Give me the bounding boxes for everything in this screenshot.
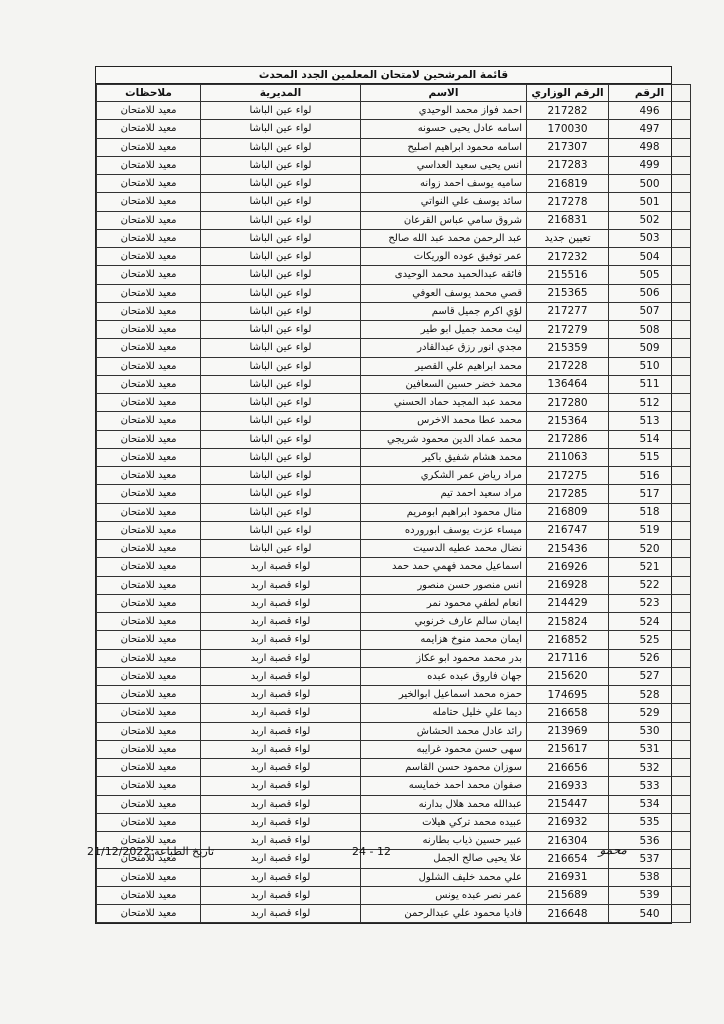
row-directorate: لواء قصبة اربد xyxy=(201,850,361,868)
table-row xyxy=(97,102,691,120)
row-name: سائد يوسف علي النواتي xyxy=(361,193,527,211)
signature: ﻣﺤﻤﻮ xyxy=(598,843,629,857)
row-num: 500 xyxy=(609,175,691,193)
row-name: اسماعيل محمد فهمي حمد حمد xyxy=(361,558,527,576)
row-name: حمزه محمد اسماعيل ابوالخير xyxy=(361,686,527,704)
row-name: ايمان محمد منوخ هزايمه xyxy=(361,631,527,649)
row-num: 528 xyxy=(609,686,691,704)
row-num: 533 xyxy=(609,777,691,795)
row-num: 512 xyxy=(609,394,691,412)
table-row xyxy=(97,795,691,813)
row-ministry-id: 217285 xyxy=(527,485,609,503)
row-name: بدر محمد محمود ابو عكاز xyxy=(361,649,527,667)
row-name: صفوان محمد احمد خمايسه xyxy=(361,777,527,795)
row-directorate: لواء عين الباشا xyxy=(201,193,361,211)
table-row xyxy=(97,211,691,229)
table-row xyxy=(97,540,691,558)
page-number: 24 - 12 xyxy=(352,845,391,858)
row-name: مراد رياض عمر الشكري xyxy=(361,467,527,485)
row-num: 517 xyxy=(609,485,691,503)
row-ministry-id: 136464 xyxy=(527,375,609,393)
row-ministry-id: 217280 xyxy=(527,394,609,412)
row-directorate: لواء قصبة اربد xyxy=(201,613,361,631)
row-ministry-id: 216926 xyxy=(527,558,609,576)
row-notes: معيد للامتحان xyxy=(97,868,201,886)
row-ministry-id: 170030 xyxy=(527,120,609,138)
row-name: رائد عادل محمد الحشاش xyxy=(361,722,527,740)
row-ministry-id: 215447 xyxy=(527,795,609,813)
row-name: سهى حسن محمود غرايبه xyxy=(361,740,527,758)
table-row xyxy=(97,704,691,722)
row-directorate: لواء عين الباشا xyxy=(201,175,361,193)
row-ministry-id: 215516 xyxy=(527,266,609,284)
row-num: 520 xyxy=(609,540,691,558)
table-row xyxy=(97,631,691,649)
table-row xyxy=(97,448,691,466)
row-ministry-id: 215617 xyxy=(527,740,609,758)
row-name: عبيده محمد تركي هيلات xyxy=(361,813,527,831)
row-num: 509 xyxy=(609,339,691,357)
row-directorate: لواء قصبة اربد xyxy=(201,704,361,722)
row-name: محمد هشام شفيق باكير xyxy=(361,448,527,466)
row-notes: معيد للامتحان xyxy=(97,795,201,813)
row-num: 524 xyxy=(609,613,691,631)
row-notes: معيد للامتحان xyxy=(97,394,201,412)
row-name: ديما علي خليل حتامله xyxy=(361,704,527,722)
row-num: 515 xyxy=(609,448,691,466)
header-num: الرقم xyxy=(609,85,691,102)
row-num: 501 xyxy=(609,193,691,211)
row-notes: معيد للامتحان xyxy=(97,211,201,229)
row-directorate: لواء عين الباشا xyxy=(201,102,361,120)
row-directorate: لواء عين الباشا xyxy=(201,394,361,412)
row-num: 538 xyxy=(609,868,691,886)
table-row xyxy=(97,722,691,740)
row-ministry-id: 217282 xyxy=(527,102,609,120)
row-name: عمر نصر عبده يونس xyxy=(361,886,527,904)
row-num: 534 xyxy=(609,795,691,813)
row-notes: معيد للامتحان xyxy=(97,850,201,868)
table-row xyxy=(97,667,691,685)
row-directorate: لواء عين الباشا xyxy=(201,503,361,521)
table-row xyxy=(97,576,691,594)
row-notes: معيد للامتحان xyxy=(97,667,201,685)
row-ministry-id: 216928 xyxy=(527,576,609,594)
row-num: 532 xyxy=(609,759,691,777)
table-row xyxy=(97,375,691,393)
table-row xyxy=(97,248,691,266)
table-row xyxy=(97,868,691,886)
row-num: 507 xyxy=(609,302,691,320)
row-name: مجدي انور رزق عبدالقادر xyxy=(361,339,527,357)
row-num: 519 xyxy=(609,521,691,539)
table-row xyxy=(97,777,691,795)
row-notes: معيد للامتحان xyxy=(97,412,201,430)
row-directorate: لواء قصبة اربد xyxy=(201,777,361,795)
row-ministry-id: 216819 xyxy=(527,175,609,193)
row-num: 510 xyxy=(609,357,691,375)
row-name: ميساء عزت يوسف ابورورده xyxy=(361,521,527,539)
row-notes: معيد للامتحان xyxy=(97,248,201,266)
row-directorate: لواء عين الباشا xyxy=(201,248,361,266)
row-name: عمر توفيق عوده الوريكات xyxy=(361,248,527,266)
row-notes: معيد للامتحان xyxy=(97,777,201,795)
row-ministry-id: 215689 xyxy=(527,886,609,904)
row-directorate: لواء قصبة اربد xyxy=(201,813,361,831)
table-row xyxy=(97,321,691,339)
table-row xyxy=(97,156,691,174)
row-directorate: لواء قصبة اربد xyxy=(201,576,361,594)
row-name: انعام لطفي محمود نمر xyxy=(361,594,527,612)
row-notes: معيد للامتحان xyxy=(97,339,201,357)
row-name: فاديا محمود علي عبدالرحمن xyxy=(361,905,527,923)
row-notes: معيد للامتحان xyxy=(97,266,201,284)
table-row xyxy=(97,229,691,247)
row-notes: معيد للامتحان xyxy=(97,102,201,120)
row-num: 514 xyxy=(609,430,691,448)
row-name: عبير حسين ذياب بطارنه xyxy=(361,832,527,850)
header-ministry-id: الرقم الوزاري xyxy=(527,85,609,102)
table-row xyxy=(97,394,691,412)
row-ministry-id: 215359 xyxy=(527,339,609,357)
table-row xyxy=(97,284,691,302)
row-directorate: لواء قصبة اربد xyxy=(201,905,361,923)
row-name: محمد ابراهيم علي القصير xyxy=(361,357,527,375)
row-name: اسامه عادل يحيى حسونه xyxy=(361,120,527,138)
row-num: 496 xyxy=(609,102,691,120)
row-name: ليث محمد جميل ابو طير xyxy=(361,321,527,339)
row-ministry-id: 217286 xyxy=(527,430,609,448)
row-notes: معيد للامتحان xyxy=(97,704,201,722)
row-name: عبد الرحمن محمد عبد الله صالح xyxy=(361,229,527,247)
candidates-sheet xyxy=(95,66,672,924)
table-row xyxy=(97,594,691,612)
row-ministry-id: 216304 xyxy=(527,832,609,850)
row-notes: معيد للامتحان xyxy=(97,649,201,667)
header-name: الاسم xyxy=(361,85,527,102)
row-notes: معيد للامتحان xyxy=(97,430,201,448)
print-date: تاريخ الطباعة:21/12/2022 xyxy=(87,845,215,858)
row-num: 540 xyxy=(609,905,691,923)
row-notes: معيد للامتحان xyxy=(97,576,201,594)
row-notes: معيد للامتحان xyxy=(97,321,201,339)
row-name: انس يحيى سعيد العداسي xyxy=(361,156,527,174)
row-notes: معيد للامتحان xyxy=(97,284,201,302)
row-directorate: لواء عين الباشا xyxy=(201,229,361,247)
table-row xyxy=(97,193,691,211)
table-row xyxy=(97,740,691,758)
row-directorate: لواء قصبة اربد xyxy=(201,667,361,685)
row-ministry-id: 217307 xyxy=(527,138,609,156)
row-directorate: لواء قصبة اربد xyxy=(201,759,361,777)
row-num: 516 xyxy=(609,467,691,485)
row-ministry-id: 217228 xyxy=(527,357,609,375)
row-notes: معيد للامتحان xyxy=(97,156,201,174)
row-ministry-id: 217278 xyxy=(527,193,609,211)
row-name: احمد فواز محمد الوحيدي xyxy=(361,102,527,120)
row-directorate: لواء قصبة اربد xyxy=(201,886,361,904)
row-ministry-id: تعيين جديد xyxy=(527,229,609,247)
row-notes: معيد للامتحان xyxy=(97,740,201,758)
row-ministry-id: 216648 xyxy=(527,905,609,923)
row-notes: معيد للامتحان xyxy=(97,467,201,485)
row-notes: معيد للامتحان xyxy=(97,594,201,612)
row-name: منال محمود ابراهيم ابومريم xyxy=(361,503,527,521)
row-directorate: لواء عين الباشا xyxy=(201,211,361,229)
table-row xyxy=(97,813,691,831)
row-name: سوزان محمود حسن القاسم xyxy=(361,759,527,777)
row-notes: معيد للامتحان xyxy=(97,832,201,850)
row-ministry-id: 215364 xyxy=(527,412,609,430)
row-directorate: لواء عين الباشا xyxy=(201,138,361,156)
table-row xyxy=(97,521,691,539)
row-directorate: لواء عين الباشا xyxy=(201,302,361,320)
row-directorate: لواء عين الباشا xyxy=(201,266,361,284)
row-directorate: لواء قصبة اربد xyxy=(201,832,361,850)
row-ministry-id: 217116 xyxy=(527,649,609,667)
page-title: قائمة المرشحين لامتحان المعلمين الجدد المحدث xyxy=(96,67,671,84)
row-ministry-id: 213969 xyxy=(527,722,609,740)
row-directorate: لواء عين الباشا xyxy=(201,357,361,375)
row-num: 511 xyxy=(609,375,691,393)
header-notes: ملاحظات xyxy=(97,85,201,102)
row-directorate: لواء قصبة اربد xyxy=(201,558,361,576)
row-name: نضال محمد عطيه الدسيت xyxy=(361,540,527,558)
row-notes: معيد للامتحان xyxy=(97,558,201,576)
row-name: فائقه عبدالحميد محمد الوحيدى xyxy=(361,266,527,284)
row-directorate: لواء عين الباشا xyxy=(201,448,361,466)
row-notes: معيد للامتحان xyxy=(97,302,201,320)
row-notes: معيد للامتحان xyxy=(97,357,201,375)
row-directorate: لواء قصبة اربد xyxy=(201,740,361,758)
row-name: عبدالله محمد هلال بدارنه xyxy=(361,795,527,813)
row-notes: معيد للامتحان xyxy=(97,905,201,923)
table-row xyxy=(97,120,691,138)
row-directorate: لواء قصبة اربد xyxy=(201,722,361,740)
row-num: 513 xyxy=(609,412,691,430)
table-row xyxy=(97,467,691,485)
row-num: 530 xyxy=(609,722,691,740)
row-name: قصي محمد يوسف العوفي xyxy=(361,284,527,302)
table-row xyxy=(97,886,691,904)
table-row xyxy=(97,686,691,704)
row-num: 526 xyxy=(609,649,691,667)
table-body xyxy=(97,102,691,923)
table-row xyxy=(97,175,691,193)
row-name: علي محمد خليف الشلول xyxy=(361,868,527,886)
table-row xyxy=(97,412,691,430)
row-ministry-id: 216656 xyxy=(527,759,609,777)
row-notes: معيد للامتحان xyxy=(97,722,201,740)
candidates-table xyxy=(96,84,691,923)
row-name: محمد خضر حسين السعافين xyxy=(361,375,527,393)
table-row xyxy=(97,503,691,521)
row-name: محمد عطا محمد الاخرس xyxy=(361,412,527,430)
table-row xyxy=(97,649,691,667)
row-ministry-id: 216852 xyxy=(527,631,609,649)
row-name: اسامه محمود ابراهيم اصليح xyxy=(361,138,527,156)
row-name: ساميه يوسف احمد زوانه xyxy=(361,175,527,193)
row-num: 506 xyxy=(609,284,691,302)
page-footer xyxy=(0,845,724,863)
table-row xyxy=(97,558,691,576)
row-name: مراد سعيد احمد تيم xyxy=(361,485,527,503)
table-row xyxy=(97,138,691,156)
table-row xyxy=(97,266,691,284)
row-ministry-id: 216831 xyxy=(527,211,609,229)
row-notes: معيد للامتحان xyxy=(97,886,201,904)
row-name: علا يحيى صالح الجمل xyxy=(361,850,527,868)
table-row xyxy=(97,613,691,631)
row-ministry-id: 216658 xyxy=(527,704,609,722)
row-directorate: لواء عين الباشا xyxy=(201,430,361,448)
row-directorate: لواء قصبة اربد xyxy=(201,594,361,612)
table-row xyxy=(97,905,691,923)
row-num: 502 xyxy=(609,211,691,229)
row-name: محمد عماد الدين محمود شريجي xyxy=(361,430,527,448)
row-num: 525 xyxy=(609,631,691,649)
row-notes: معيد للامتحان xyxy=(97,759,201,777)
table-header-row xyxy=(97,85,691,102)
row-ministry-id: 174695 xyxy=(527,686,609,704)
row-directorate: لواء عين الباشا xyxy=(201,284,361,302)
row-num: 497 xyxy=(609,120,691,138)
row-num: 539 xyxy=(609,886,691,904)
row-num: 498 xyxy=(609,138,691,156)
row-ministry-id: 216932 xyxy=(527,813,609,831)
row-ministry-id: 215365 xyxy=(527,284,609,302)
row-name: انس منصور حسن منصور xyxy=(361,576,527,594)
row-directorate: لواء عين الباشا xyxy=(201,120,361,138)
table-row xyxy=(97,430,691,448)
row-num: 505 xyxy=(609,266,691,284)
header-directorate: المديرية xyxy=(201,85,361,102)
row-notes: معيد للامتحان xyxy=(97,540,201,558)
row-notes: معيد للامتحان xyxy=(97,503,201,521)
row-num: 518 xyxy=(609,503,691,521)
row-num: 523 xyxy=(609,594,691,612)
row-name: شروق سامي عباس القرعان xyxy=(361,211,527,229)
row-name: جهان فاروق عبده عبده xyxy=(361,667,527,685)
row-directorate: لواء عين الباشا xyxy=(201,540,361,558)
row-name: محمد عبد المجيد حماد الحسني xyxy=(361,394,527,412)
row-ministry-id: 216747 xyxy=(527,521,609,539)
row-directorate: لواء عين الباشا xyxy=(201,521,361,539)
row-ministry-id: 217232 xyxy=(527,248,609,266)
row-ministry-id: 216933 xyxy=(527,777,609,795)
row-ministry-id: 217279 xyxy=(527,321,609,339)
row-notes: معيد للامتحان xyxy=(97,193,201,211)
row-name: لؤي اكرم جميل قاسم xyxy=(361,302,527,320)
row-num: 499 xyxy=(609,156,691,174)
row-num: 536 xyxy=(609,832,691,850)
row-directorate: لواء عين الباشا xyxy=(201,375,361,393)
row-ministry-id: 214429 xyxy=(527,594,609,612)
row-ministry-id: 216931 xyxy=(527,868,609,886)
row-num: 531 xyxy=(609,740,691,758)
row-ministry-id: 211063 xyxy=(527,448,609,466)
row-num: 521 xyxy=(609,558,691,576)
row-ministry-id: 215824 xyxy=(527,613,609,631)
row-directorate: لواء عين الباشا xyxy=(201,412,361,430)
row-notes: معيد للامتحان xyxy=(97,613,201,631)
row-notes: معيد للامتحان xyxy=(97,448,201,466)
row-name: ايمان سالم عارف خرنوبي xyxy=(361,613,527,631)
table-row xyxy=(97,302,691,320)
row-notes: معيد للامتحان xyxy=(97,521,201,539)
table-row xyxy=(97,357,691,375)
row-num: 503 xyxy=(609,229,691,247)
table-row xyxy=(97,759,691,777)
row-directorate: لواء قصبة اربد xyxy=(201,649,361,667)
row-ministry-id: 215436 xyxy=(527,540,609,558)
row-notes: معيد للامتحان xyxy=(97,813,201,831)
row-num: 527 xyxy=(609,667,691,685)
row-ministry-id: 216654 xyxy=(527,850,609,868)
row-notes: معيد للامتحان xyxy=(97,485,201,503)
row-directorate: لواء عين الباشا xyxy=(201,485,361,503)
row-directorate: لواء قصبة اربد xyxy=(201,868,361,886)
row-ministry-id: 217283 xyxy=(527,156,609,174)
table-row xyxy=(97,485,691,503)
row-num: 504 xyxy=(609,248,691,266)
row-directorate: لواء عين الباشا xyxy=(201,467,361,485)
row-num: 535 xyxy=(609,813,691,831)
row-notes: معيد للامتحان xyxy=(97,138,201,156)
row-notes: معيد للامتحان xyxy=(97,375,201,393)
table-row xyxy=(97,339,691,357)
row-notes: معيد للامتحان xyxy=(97,686,201,704)
row-num: 508 xyxy=(609,321,691,339)
row-num: 529 xyxy=(609,704,691,722)
row-notes: معيد للامتحان xyxy=(97,229,201,247)
row-directorate: لواء قصبة اربد xyxy=(201,631,361,649)
row-ministry-id: 217275 xyxy=(527,467,609,485)
row-directorate: لواء عين الباشا xyxy=(201,321,361,339)
row-directorate: لواء قصبة اربد xyxy=(201,795,361,813)
row-num: 537 xyxy=(609,850,691,868)
row-ministry-id: 216809 xyxy=(527,503,609,521)
row-ministry-id: 217277 xyxy=(527,302,609,320)
row-num: 522 xyxy=(609,576,691,594)
row-notes: معيد للامتحان xyxy=(97,120,201,138)
row-notes: معيد للامتحان xyxy=(97,631,201,649)
row-ministry-id: 215620 xyxy=(527,667,609,685)
row-directorate: لواء عين الباشا xyxy=(201,156,361,174)
row-directorate: لواء عين الباشا xyxy=(201,339,361,357)
row-notes: معيد للامتحان xyxy=(97,175,201,193)
row-directorate: لواء قصبة اربد xyxy=(201,686,361,704)
